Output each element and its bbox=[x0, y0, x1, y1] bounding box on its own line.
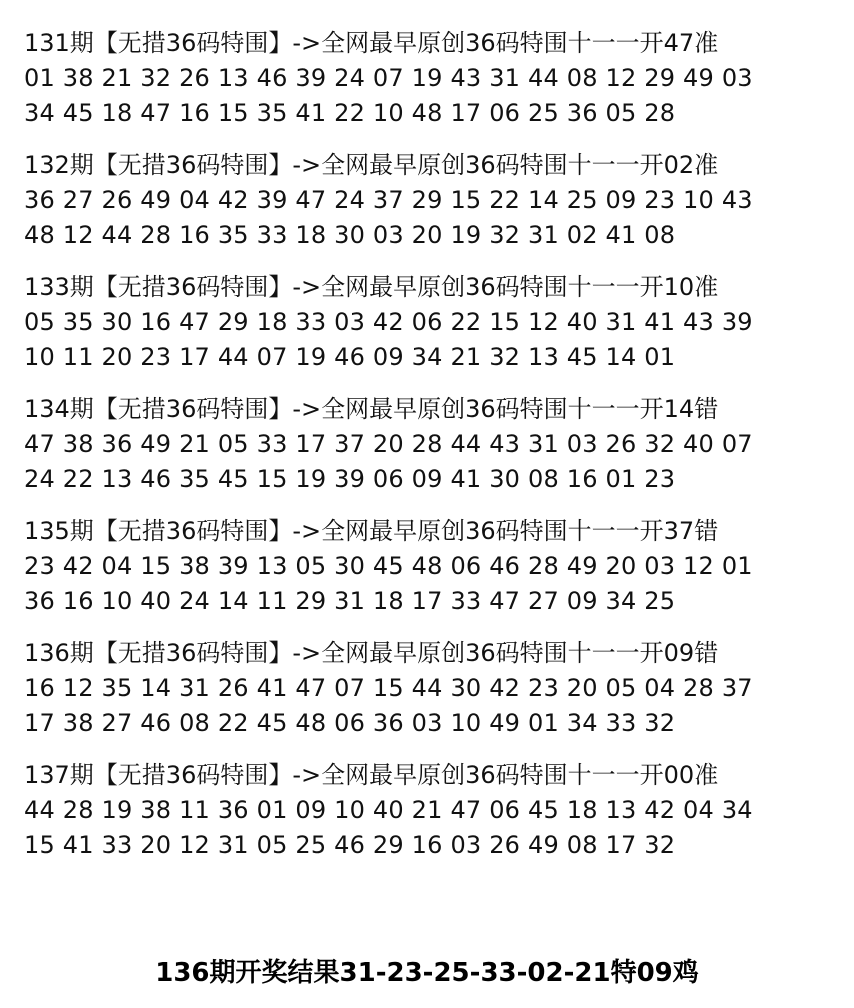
number-row: 36 16 10 40 24 14 11 29 31 18 17 33 47 27 09 34 25 bbox=[24, 587, 676, 615]
number-row: 15 41 33 20 12 31 05 25 46 29 16 03 26 49 08 17 32 bbox=[24, 831, 676, 859]
number-row: 16 12 35 14 31 26 41 47 07 15 44 30 42 23 20 05 04 28 37 bbox=[24, 674, 753, 702]
period-title: 132期【无措36码特围】->全网最早原创36码特围十一一开02准 bbox=[24, 151, 719, 179]
period-block-132 bbox=[24, 148, 834, 253]
period-title: 135期【无措36码特围】->全网最早原创36码特围十一一开37错 bbox=[24, 517, 719, 545]
period-block-134 bbox=[24, 392, 834, 497]
number-row: 48 12 44 28 16 35 33 18 30 03 20 19 32 31 02 41 08 bbox=[24, 221, 676, 249]
number-row: 36 27 26 49 04 42 39 47 24 37 29 15 22 14 25 09 23 10 43 bbox=[24, 186, 753, 214]
draw-result-caption: 136期开奖结果31-23-25-33-02-21特09鸡 bbox=[155, 958, 699, 988]
number-row: 10 11 20 23 17 44 07 19 46 09 34 21 32 13 45 14 01 bbox=[24, 343, 676, 371]
period-block-136 bbox=[24, 636, 834, 741]
number-row: 47 38 36 49 21 05 33 17 37 20 28 44 43 31 03 26 32 40 07 bbox=[24, 430, 753, 458]
number-row: 44 28 19 38 11 36 01 09 10 40 21 47 06 45 18 13 42 04 34 bbox=[24, 796, 753, 824]
period-title: 136期【无措36码特围】->全网最早原创36码特围十一一开09错 bbox=[24, 639, 719, 667]
number-row: 23 42 04 15 38 39 13 05 30 45 48 06 46 28 49 20 03 12 01 bbox=[24, 552, 753, 580]
period-title: 131期【无措36码特围】->全网最早原创36码特围十一一开47准 bbox=[24, 29, 719, 57]
period-block-131 bbox=[24, 26, 834, 131]
number-row: 24 22 13 46 35 45 15 19 39 06 09 41 30 08 16 01 23 bbox=[24, 465, 676, 493]
period-block-135 bbox=[24, 514, 834, 619]
number-row: 01 38 21 32 26 13 46 39 24 07 19 43 31 44 08 12 29 49 03 bbox=[24, 64, 753, 92]
prediction-list bbox=[24, 26, 834, 880]
number-row: 17 38 27 46 08 22 45 48 06 36 03 10 49 01 34 33 32 bbox=[24, 709, 676, 737]
period-title: 137期【无措36码特围】->全网最早原创36码特围十一一开00准 bbox=[24, 761, 719, 789]
period-title: 134期【无措36码特围】->全网最早原创36码特围十一一开14错 bbox=[24, 395, 719, 423]
period-block-137 bbox=[24, 758, 834, 863]
number-row: 05 35 30 16 47 29 18 33 03 42 06 22 15 12 40 31 41 43 39 bbox=[24, 308, 753, 336]
period-block-133 bbox=[24, 270, 834, 375]
period-title: 133期【无措36码特围】->全网最早原创36码特围十一一开10准 bbox=[24, 273, 719, 301]
number-row: 34 45 18 47 16 15 35 41 22 10 48 17 06 25 36 05 28 bbox=[24, 99, 676, 127]
